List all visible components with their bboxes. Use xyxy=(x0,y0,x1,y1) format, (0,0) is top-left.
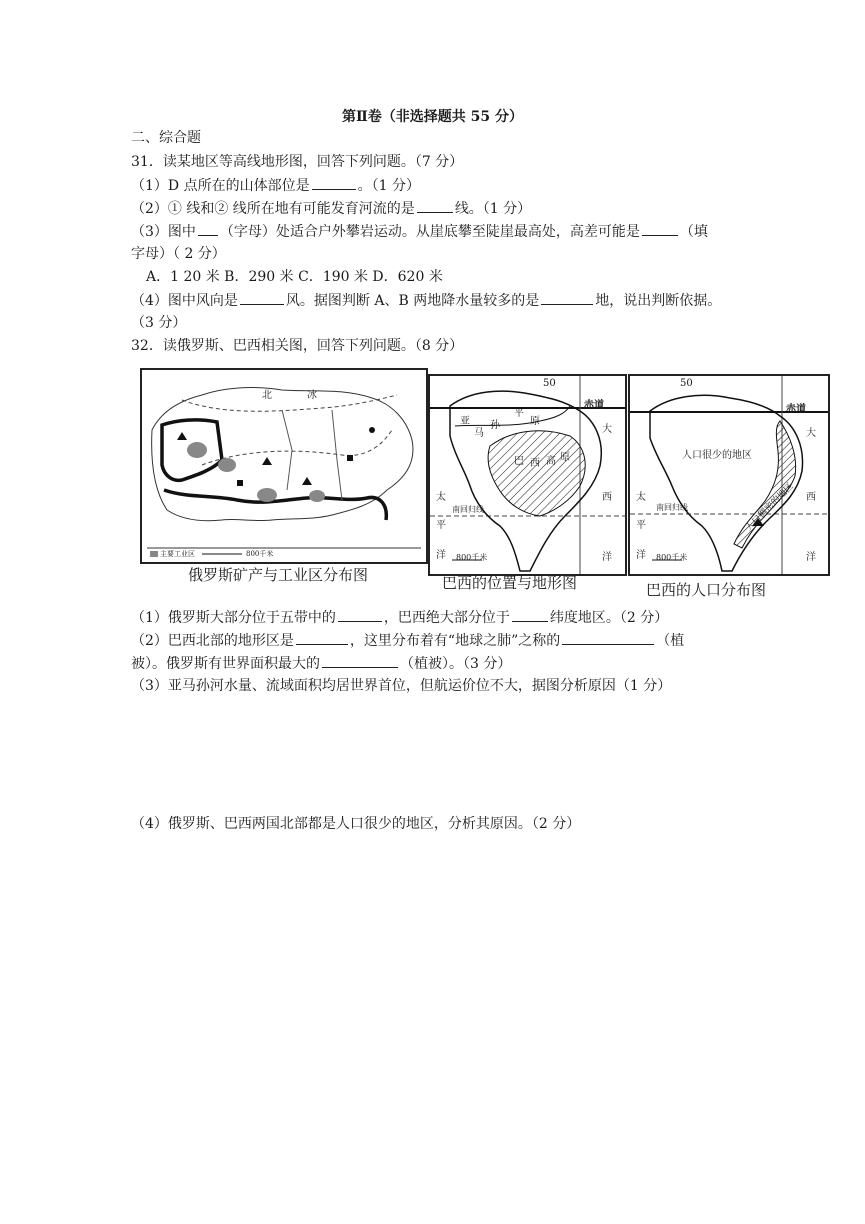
answer-blank[interactable] xyxy=(296,630,348,645)
tropic-label: 南回归线 xyxy=(656,503,688,512)
atlantic-label-3: 洋 xyxy=(806,552,816,563)
answer-blank[interactable] xyxy=(512,607,548,622)
equator-label: 赤道 xyxy=(584,400,604,411)
plateau-label-3: 高 xyxy=(546,456,556,467)
q32-part1-text-c: 纬度地区。（2 分） xyxy=(549,610,669,626)
tropic-label: 南回归线 xyxy=(452,505,484,514)
label-ice: 冰 xyxy=(307,390,317,401)
amazon-label-1: 亚 xyxy=(460,416,470,427)
q32-part1 xyxy=(131,607,668,628)
brazil-population-caption: 巴西的人口分布图 xyxy=(646,581,767,599)
q31-part3-cont: 字母）（ 2 分） xyxy=(131,246,226,262)
q32-part2 xyxy=(131,630,684,651)
q31-part1 xyxy=(131,175,420,196)
q31-part2-text-b: 线。（1 分） xyxy=(454,201,532,217)
q31-part4-text-b: 风。据图判断 A、B 两地降水量较多的是 xyxy=(285,293,540,309)
atlantic-label-2: 西 xyxy=(602,492,612,503)
q32-part2-text-b: ，这里分布着有“地球之肺”之称的 xyxy=(349,633,561,649)
q32-part2-text-a: （2）巴西北部的地形区是 xyxy=(131,633,294,649)
q31-part4 xyxy=(131,290,721,311)
pacific-label-3: 洋 xyxy=(636,550,646,561)
atlantic-label-1: 大 xyxy=(806,428,816,439)
russia-map xyxy=(140,368,428,564)
brazil-population-map xyxy=(628,374,830,576)
russia-map-caption: 俄罗斯矿产与工业区分布图 xyxy=(188,566,369,584)
q32-part2-text-d: 被）。俄罗斯有世界面积最大的 xyxy=(131,656,320,672)
q31-part4-text-a: （4）图中风向是 xyxy=(131,293,238,309)
brazil-terrain-scale: 800千米 xyxy=(456,553,488,562)
answer-blank[interactable] xyxy=(541,290,593,305)
answer-blank[interactable] xyxy=(322,653,398,668)
answer-blank[interactable] xyxy=(198,221,218,236)
equator-label: 赤道 xyxy=(786,404,806,415)
brazil-terrain-caption: 巴西的位置与地形图 xyxy=(442,574,578,592)
q31-part1-text-b: 。（1 分） xyxy=(357,178,420,194)
q31-options: A．1 20 米 B．290 米 C．190 米 D．620 米 xyxy=(146,269,443,285)
atlantic-label-3: 洋 xyxy=(602,552,612,563)
amazon-label-2: 马 xyxy=(474,428,484,439)
pacific-label-2: 平 xyxy=(436,520,446,531)
q31-part2 xyxy=(131,198,531,219)
q31-part3 xyxy=(131,221,708,242)
section-title: 第Ⅱ卷（非选择题共 55 分） xyxy=(341,109,524,125)
section-heading: 二、综合题 xyxy=(131,130,201,146)
answer-blank[interactable] xyxy=(312,175,356,190)
q32-part2-cont xyxy=(131,653,511,674)
brazil-population-scale: 800千米 xyxy=(656,553,688,562)
dense-population-label: 人口稠密的地区 xyxy=(744,481,796,534)
q32-part2-text-c: （植 xyxy=(656,633,685,649)
pacific-label-1: 太 xyxy=(436,492,446,503)
answer-blank[interactable] xyxy=(562,630,654,645)
q31-part1-text-a: （1）D 点所在的山体部位是 xyxy=(131,178,310,194)
q31-part4-cont: （3 分） xyxy=(131,315,187,331)
lat-label: 50 xyxy=(543,378,556,389)
pacific-label-1: 太 xyxy=(636,492,646,503)
label-north: 北 xyxy=(262,390,272,401)
q32-part4: （4）俄罗斯、巴西两国北部都是人口很少的地区，分析其原因。（2 分） xyxy=(131,816,581,832)
amazon-label-3: 孙 xyxy=(490,420,500,431)
pacific-label-3: 洋 xyxy=(436,550,446,561)
q32-part2-text-e: （植被）。（3 分） xyxy=(400,656,512,672)
q31-part3-text-a: （3）图中 xyxy=(131,224,196,240)
answer-blank[interactable] xyxy=(240,290,284,305)
brazil-terrain-map xyxy=(428,374,627,576)
answer-blank[interactable] xyxy=(642,221,678,236)
q31-stem: 31．读某地区等高线地形图，回答下列问题。（7 分） xyxy=(131,154,464,170)
plateau-label-2: 西 xyxy=(530,458,540,469)
russia-map-drawing xyxy=(142,370,426,562)
answer-blank[interactable] xyxy=(338,607,382,622)
plateau-label-1: 巴 xyxy=(514,456,524,467)
q31-part3-text-b: （字母）处适合户外攀岩运动。从崖底攀至陡崖最高处，高差可能是 xyxy=(219,224,640,240)
q32-stem: 32．读俄罗斯、巴西相关图，回答下列问题。（8 分） xyxy=(131,338,464,354)
legend-industrial: 主要工业区 xyxy=(160,550,195,558)
pacific-label-2: 平 xyxy=(636,520,646,531)
q32-part1-text-b: ，巴西绝大部分位于 xyxy=(383,610,510,626)
q31-part4-text-c: 地，说出判断依据。 xyxy=(595,293,722,309)
maps-figure xyxy=(140,368,830,608)
lat-label: 50 xyxy=(680,378,693,389)
q32-part3: （3）亚马孙河水量、流域面积均居世界首位，但航运价位不大，据图分析原因（1 分） xyxy=(131,678,672,694)
q31-part3-text-c: （填 xyxy=(679,224,708,240)
amazon-plain-label-1: 平 xyxy=(514,408,524,419)
plateau-label-4: 原 xyxy=(560,452,570,463)
q32-part1-text-a: （1）俄罗斯大部分位于五带中的 xyxy=(131,610,336,626)
q31-part2-text-a: （2）① 线和② 线所在地有可能发育河流的是 xyxy=(131,201,415,217)
answer-blank[interactable] xyxy=(417,198,453,213)
sparse-population-label: 人口很少的地区 xyxy=(682,450,752,461)
russia-scale: 800千米 xyxy=(246,550,274,558)
atlantic-label-1: 大 xyxy=(602,424,612,435)
atlantic-label-2: 西 xyxy=(806,492,816,503)
amazon-plain-label-2: 原 xyxy=(530,416,540,427)
